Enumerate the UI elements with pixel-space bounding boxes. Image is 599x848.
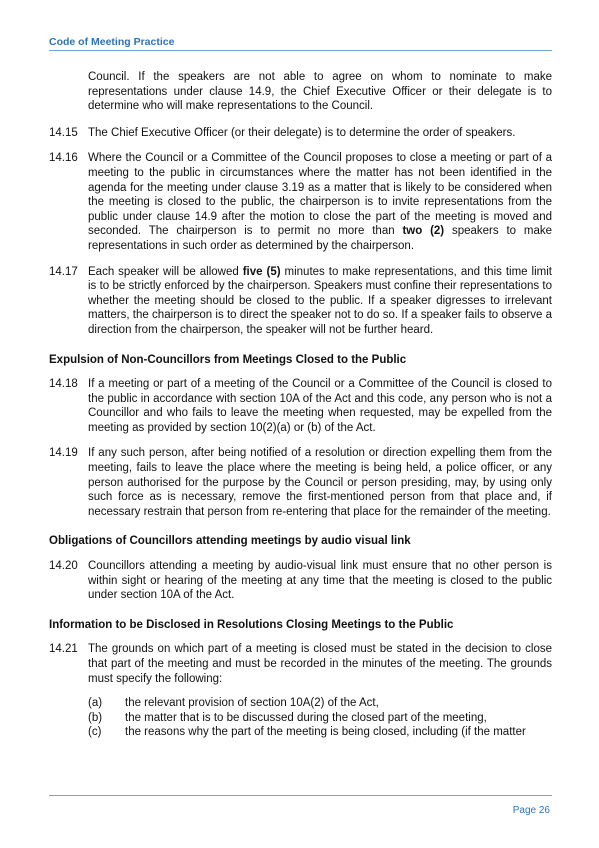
clause-14-15	[49, 126, 552, 141]
clause-bold-text: two (2)	[402, 225, 445, 238]
clause-text-part: minutes to make representations, and this time limit is to be strictly enforced by the chairperson. Speakers must confine their representations to whether the meeting should be closed to the public. If a speaker digresses to irrelevant matters, the chairperson is to direct the speaker not to do so. If a speaker fails to observe a direction from the chairperson, the speaker will not be further heard.	[88, 265, 552, 336]
clause-14-16	[49, 151, 552, 253]
section-heading-disclosure: Information to be Disclosed in Resolutions Closing Meetings to the Public	[49, 618, 454, 631]
clause-number: 14.19	[49, 447, 78, 460]
clause-text-part: Where the Council or a Committee of the Council proposes to close a meeting or part of a meeting to the public in circumstances where the matter has not been identified in the agenda for the meeting under clause 3.19 as a matter that is likely to be considered when the meeting is closed to the public, the chairperson is to invite representations from the public under clause 14.9 after the motion to close the part of the meeting is moved and seconded. The chairperson is to permit no more than	[88, 152, 552, 238]
section-heading-audio-visual: Obligations of Councillors attending meetings by audio visual link	[49, 535, 411, 548]
clause-14-17	[49, 265, 552, 338]
clause-number: 14.15	[49, 126, 78, 139]
clause-number: 14.16	[49, 152, 78, 165]
clause-number: 14.21	[49, 643, 78, 656]
sub-item	[88, 696, 552, 711]
sub-item	[88, 725, 552, 740]
clause-14-19	[49, 446, 552, 519]
document-header-title: Code of Meeting Practice	[49, 36, 175, 48]
clause-text: Councillors attending a meeting by audio-visual link must ensure that no other person is within sight or hearing of the meeting at any time that the meeting is closed to the public under section 10A of the Act.	[88, 560, 552, 602]
sub-item-label: (a)	[88, 697, 103, 710]
sub-item-label: (b)	[88, 711, 103, 724]
clause-text-part: speakers to make representations in such order as determined by the chairperson.	[88, 225, 552, 252]
footer-divider	[49, 795, 552, 796]
sub-item	[88, 711, 552, 726]
sub-item-text: the relevant provision of section 10A(2) of the Act,	[125, 697, 379, 710]
sub-item-label: (c)	[88, 726, 102, 739]
sub-item-list	[88, 696, 552, 740]
clause-14-21	[49, 642, 552, 740]
page-number: Page 26	[512, 805, 550, 816]
clause-text	[88, 151, 552, 253]
clause-body	[88, 642, 552, 740]
clause-14-20	[49, 559, 552, 603]
clause-text	[88, 265, 552, 338]
header-divider	[49, 50, 552, 51]
continued-paragraph: Council. If the speakers are not able to agree on whom to nominate to make representations under clause 14.9, the Chief Executive Officer or their delegate is to determine who will make representations to the Council.	[88, 71, 552, 113]
clause-text: If a meeting or part of a meeting of the Council or a Committee of the Council is closed to the public in accordance with section 10A of the Act and this code, any person who is not a Councillor and who fails to leave the meeting when requested, may be expelled from the meeting as provided by section 10(2)(a) or (b) of the Act.	[88, 378, 552, 434]
clause-bold-text: five (5)	[242, 265, 281, 278]
clause-text-part: Each speaker will be allowed	[88, 265, 243, 278]
document-body	[49, 70, 552, 751]
sub-item-text: the matter that is to be discussed during the closed part of the meeting,	[125, 711, 487, 724]
clause-number: 14.18	[49, 378, 78, 391]
sub-item-text: the reasons why the part of the meeting is being closed, including (if the matter	[125, 726, 526, 739]
clause-number: 14.17	[49, 265, 78, 278]
section-heading-expulsion: Expulsion of Non-Councillors from Meetings Closed to the Public	[49, 353, 407, 366]
clause-number: 14.20	[49, 560, 78, 573]
clause-14-18	[49, 377, 552, 435]
clause-text: If any such person, after being notified of a resolution or direction expelling them from the meeting, fails to leave the place where the meeting is being held, a police officer, or any person authorised for the purpose by the Council or person presiding, may, by using only such force as is necessary, remove the first-mentioned person from that place and, if necessary restrain that person from re-entering that place for the remainder of the meeting.	[88, 447, 552, 518]
clause-text: The grounds on which part of a meeting is closed must be stated in the decision to close that part of the meeting and must be recorded in the minutes of the meeting. The grounds must specify the following:	[88, 643, 552, 685]
clause-text: The Chief Executive Officer (or their delegate) is to determine the order of speakers.	[88, 126, 516, 139]
